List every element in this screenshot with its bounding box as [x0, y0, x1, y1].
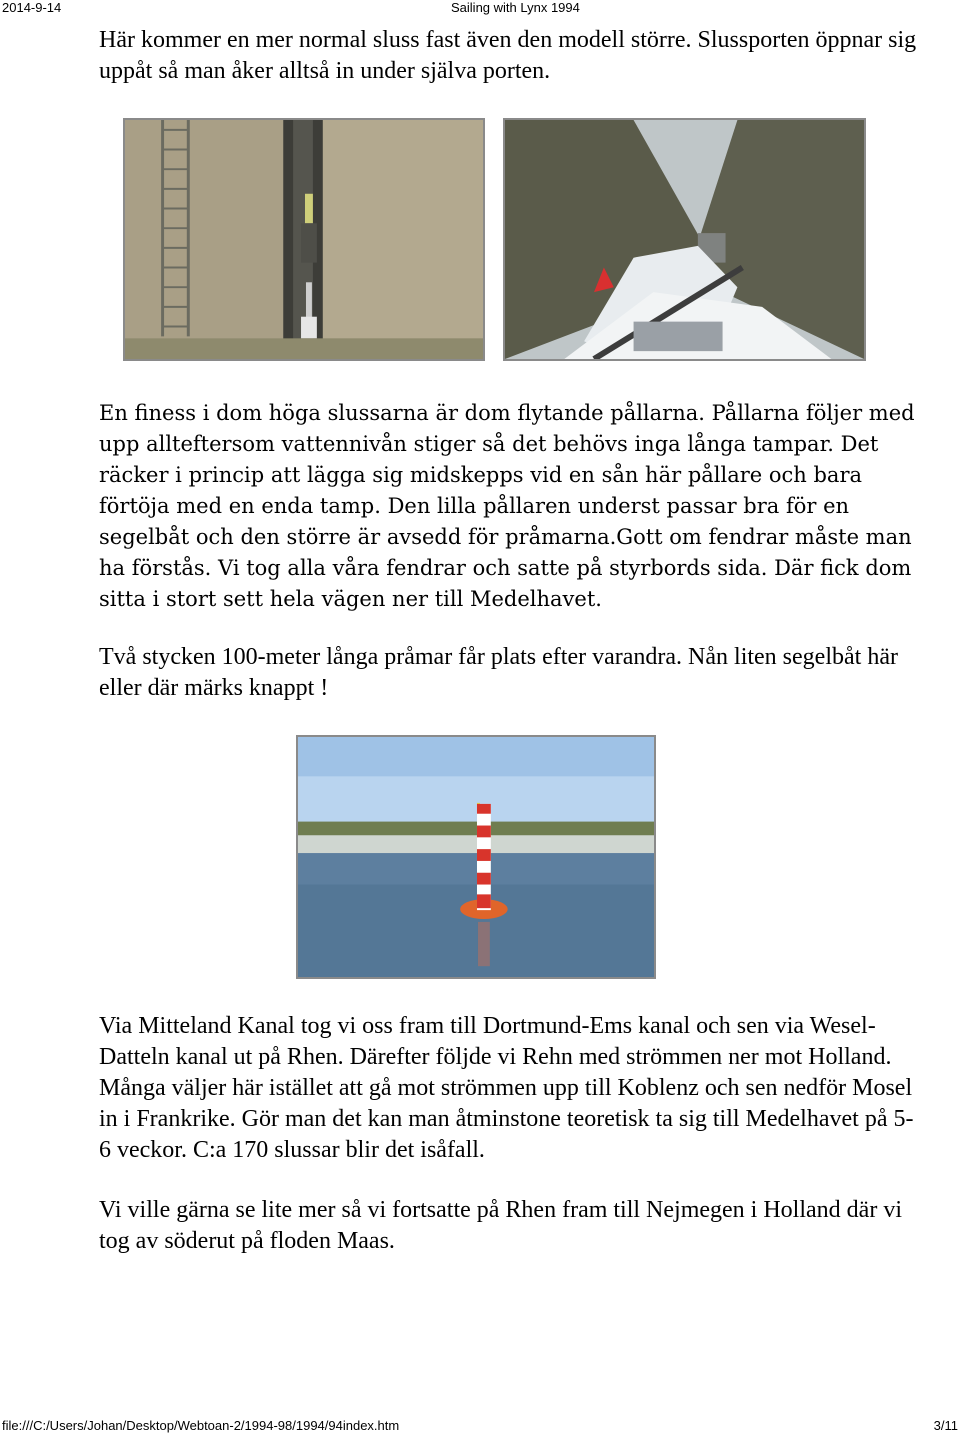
print-date: 2014-9-14 [2, 0, 62, 15]
lock-gate-photo [123, 118, 485, 361]
paragraph-lock-gate: Här kommer en mer normal sluss fast även den modell större. Slussporten öppnar sig uppåt så man åker alltså in under själva porten. [99, 27, 917, 84]
paragraph-nijmegen-maas: Vi ville gärna se lite mer så vi fortsatte på Rhen fram till Nejmegen i Holland där vi tog av söderut på floden Maas. [99, 1197, 902, 1254]
paragraph-floating-bollards: En finess i dom höga slussarna är dom flytande pållarna. Pållarna följer med upp allteftersom vattennivån stiger så det behövs inga långa tampar. Det räcker i princip att lägga sig midskepps vid en sån här pållare och bara förtöja med en enda tamp. Den lilla pållaren underst passar bra för en segelbåt och den större är avsedd för pråmarna.Gott om fendrar måste man ha förstås. Vi tog alla våra fendrar och satte på styrbords sida. Där fick dom sitta i stort sett hela vägen ner till Medelhavet. [99, 401, 915, 611]
paragraph-route-rhine: Via Mitteland Kanal tog vi oss fram till Dortmund-Ems kanal och sen via Wesel-Datteln kanal ut på Rhen. Därefter följde vi Rehn med strömmen ner mot Holland. Många väljer här istället att gå mot strömmen upp till Koblenz och sen nedför Mosel in i Frankrike. Gör man det kan man åtminstone teoretisk ta sig till Medelhavet på 5-6 veckor. C:a 170 slussar blir det isåfall. [99, 1013, 914, 1163]
lock-chamber-photo [503, 118, 866, 361]
river-buoy-photo [296, 735, 656, 979]
paragraph-barges: Två stycken 100-meter långa pråmar får plats efter varandra. Nån liten segelbåt här eller där märks knappt ! [99, 644, 898, 701]
page-number: 3/11 [933, 1418, 958, 1433]
file-path: file:///C:/Users/Johan/Desktop/Webtoan-2/1994-98/1994/94index.htm [2, 1418, 400, 1433]
page-header-title: Sailing with Lynx 1994 [451, 0, 580, 15]
